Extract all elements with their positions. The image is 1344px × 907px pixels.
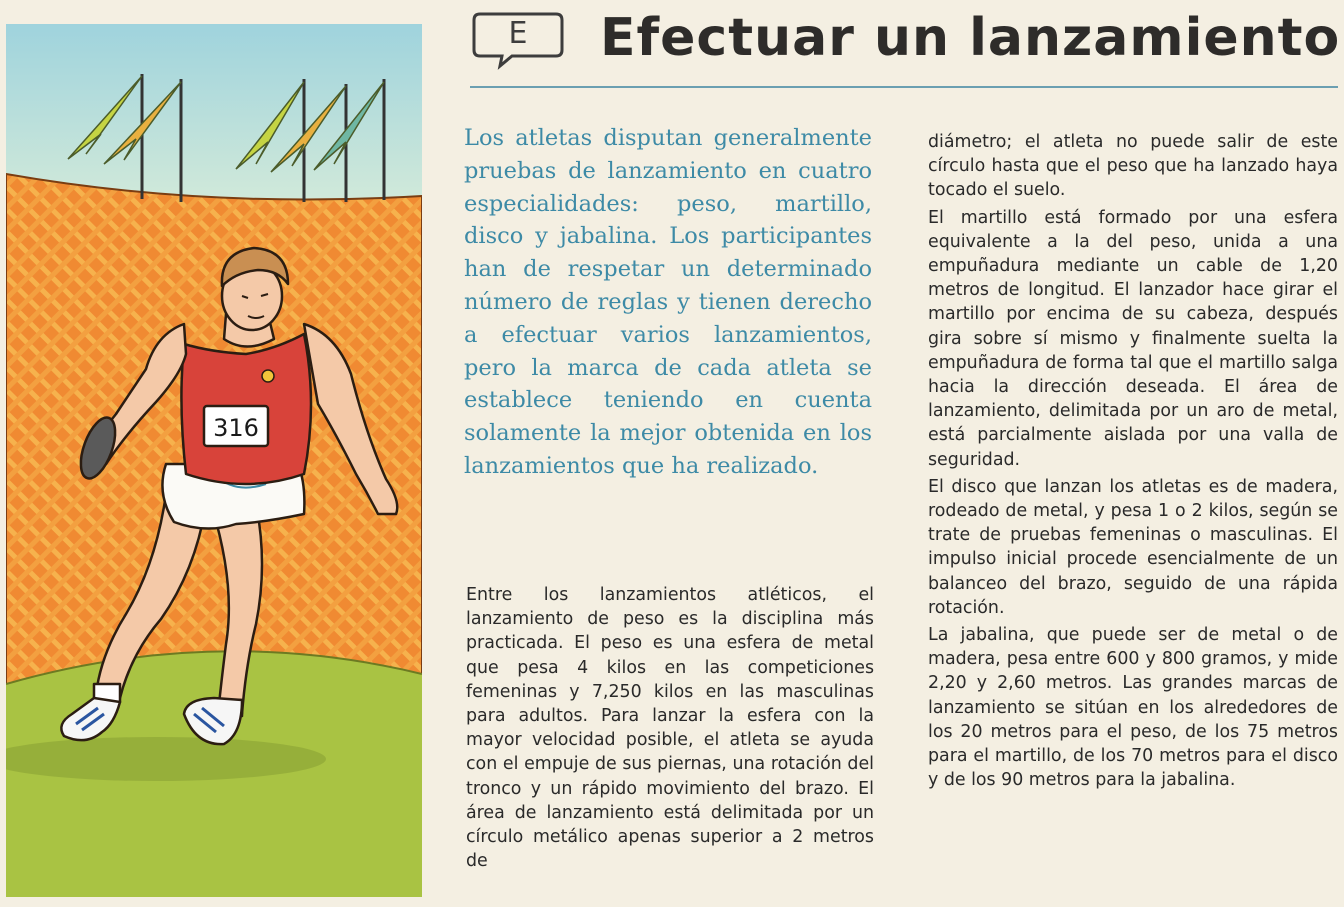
paragraph-discus: El disco que lanzan los atletas es de madera, rodeado de metal, y pesa 1 o 2 kilos, según se trate de pruebas femeninas o masculinas. El impulso inicial procede esencialmente de un balanceo del brazo, seguido de una rápida rotación. xyxy=(928,476,1338,618)
body-text-left-column: Entre los lanzamientos atléticos, el lanzamiento de peso es la disciplina más practicada. El peso es una esfera de metal que pesa 4 kilos en las competiciones femeninas y 7,250 kilos en las masculinas para adultos. Para lanzar la esfera con la mayor velocidad posible, el atleta se ayuda con el empuje de sus piernas, una rotación del tronco y un rápido movimiento del brazo. El área de lanzamiento está delimitada por un círculo metálico apenas superior a 2 metros de xyxy=(466,585,874,872)
bib-number: 316 xyxy=(213,414,259,442)
intro-paragraph: Los atletas disputan generalmente pruebas de lanzamiento en cuatro especialidades: peso, martillo, disco y jabalina. Los participantes han de respetar un determinado número de reglas y tienen derecho a efectuar varios lanzamientos, pero la marca de cada atleta se establece teniendo en cuenta solamente la mejor obtenida en los lanzamientos que ha realizado. xyxy=(464,125,872,479)
section-badge xyxy=(472,12,564,58)
page-title: Efectuar un lanzamiento xyxy=(600,8,1341,68)
body-text-right-column xyxy=(928,130,1338,795)
paragraph-hammer: El martillo está formado por una esfera equivalente a la del peso, unida a una empuñadura mediante un cable de 1,20 metros de longitud. El lanzador hace girar el martillo por encima de su cabeza, después gira sobre sí mismo y finalmente suelta la empuñadura de forma tal que el martillo salga hacia la dirección deseada. El área de lanzamiento, delimitada por un aro de metal, está parcialmente aislada por una valla de seguridad. xyxy=(928,207,1338,470)
discus-thrower-illustration xyxy=(6,24,422,897)
page-header xyxy=(470,6,1341,88)
section-letter: E xyxy=(508,16,528,51)
paragraph-shot-put-end: diámetro; el atleta no puede salir de este círculo hasta que el peso que ha lanzado haya tocado el suelo. xyxy=(928,132,1338,201)
paragraph-javelin: La jabalina, que puede ser de metal o de madera, pesa entre 600 y 800 gramos, y mide 2,20 y 2,60 metros. Las grandes marcas de lanzamiento se sitúan en los alrededores de los 20 metros para el peso, de los 75 metros para el martillo, de los 70 metros para el disco y de los 90 metros para la jabalina. xyxy=(928,625,1338,791)
title-divider xyxy=(470,86,1338,88)
